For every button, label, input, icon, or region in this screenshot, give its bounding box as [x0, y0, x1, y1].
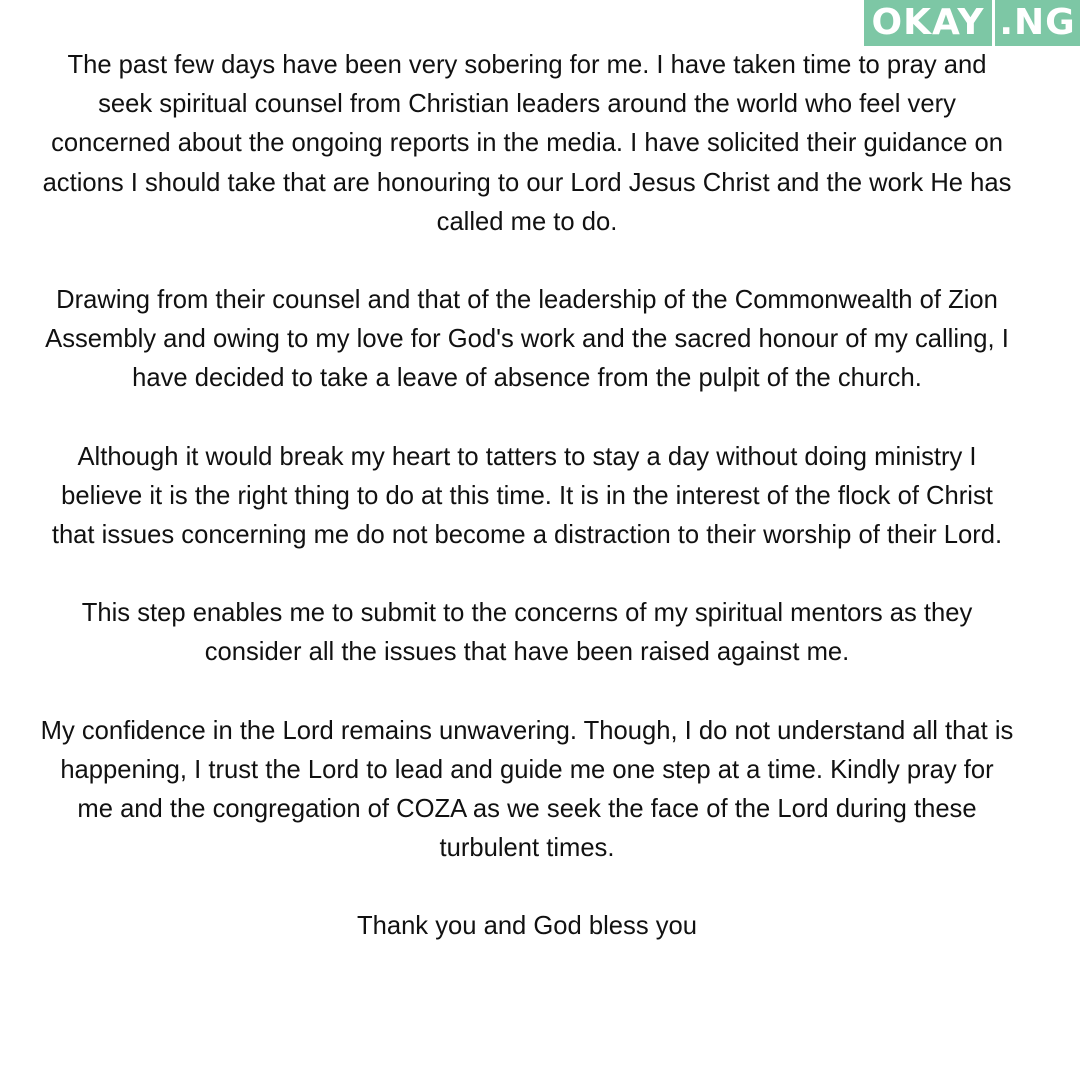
logo-okay-text: OKAY — [864, 0, 992, 46]
statement-paragraph-3: Although it would break my heart to tatters to stay a day without doing ministry I believe it is the right thing to do at this time. It is in the interest of the flock of Christ that issues concerning me do not become a distraction to their worship of their Lord. — [51, 442, 1003, 550]
statement-paragraph-5: My confidence in the Lord remains unwavering. Though, I do not understand all that is happening, I trust the Lord to lead and guide me one step at a time. Kindly pray for me and the congregation of COZA as we seek the face of the Lord during these turbulent times. — [40, 716, 1014, 863]
closing-line: Thank you and God bless you — [356, 912, 698, 941]
statement-paragraph-1: The past few days have been very sobering for me. I have taken time to pray and seek spiritual counsel from Christian leaders around the world who feel very concerned about the ongoing reports in the media. I have solicited their guidance on actions I should take that are honouring to our Lord Jesus Christ and the work He has called me to do. — [42, 51, 1012, 236]
logo-ng-text: .NG — [995, 0, 1080, 46]
okay-ng-logo — [864, 0, 1080, 46]
statement-paragraph-4: This step enables me to submit to the concerns of my spiritual mentors as they consider all the issues that have been raised against me. — [81, 599, 973, 667]
statement-document — [40, 46, 1014, 947]
statement-paragraph-2: Drawing from their counsel and that of the leadership of the Commonwealth of Zion Assembly and owing to my love for God's work and the sacred honour of my calling, I have decided to take a leave of absence from the pulpit of the church. — [45, 286, 1009, 393]
